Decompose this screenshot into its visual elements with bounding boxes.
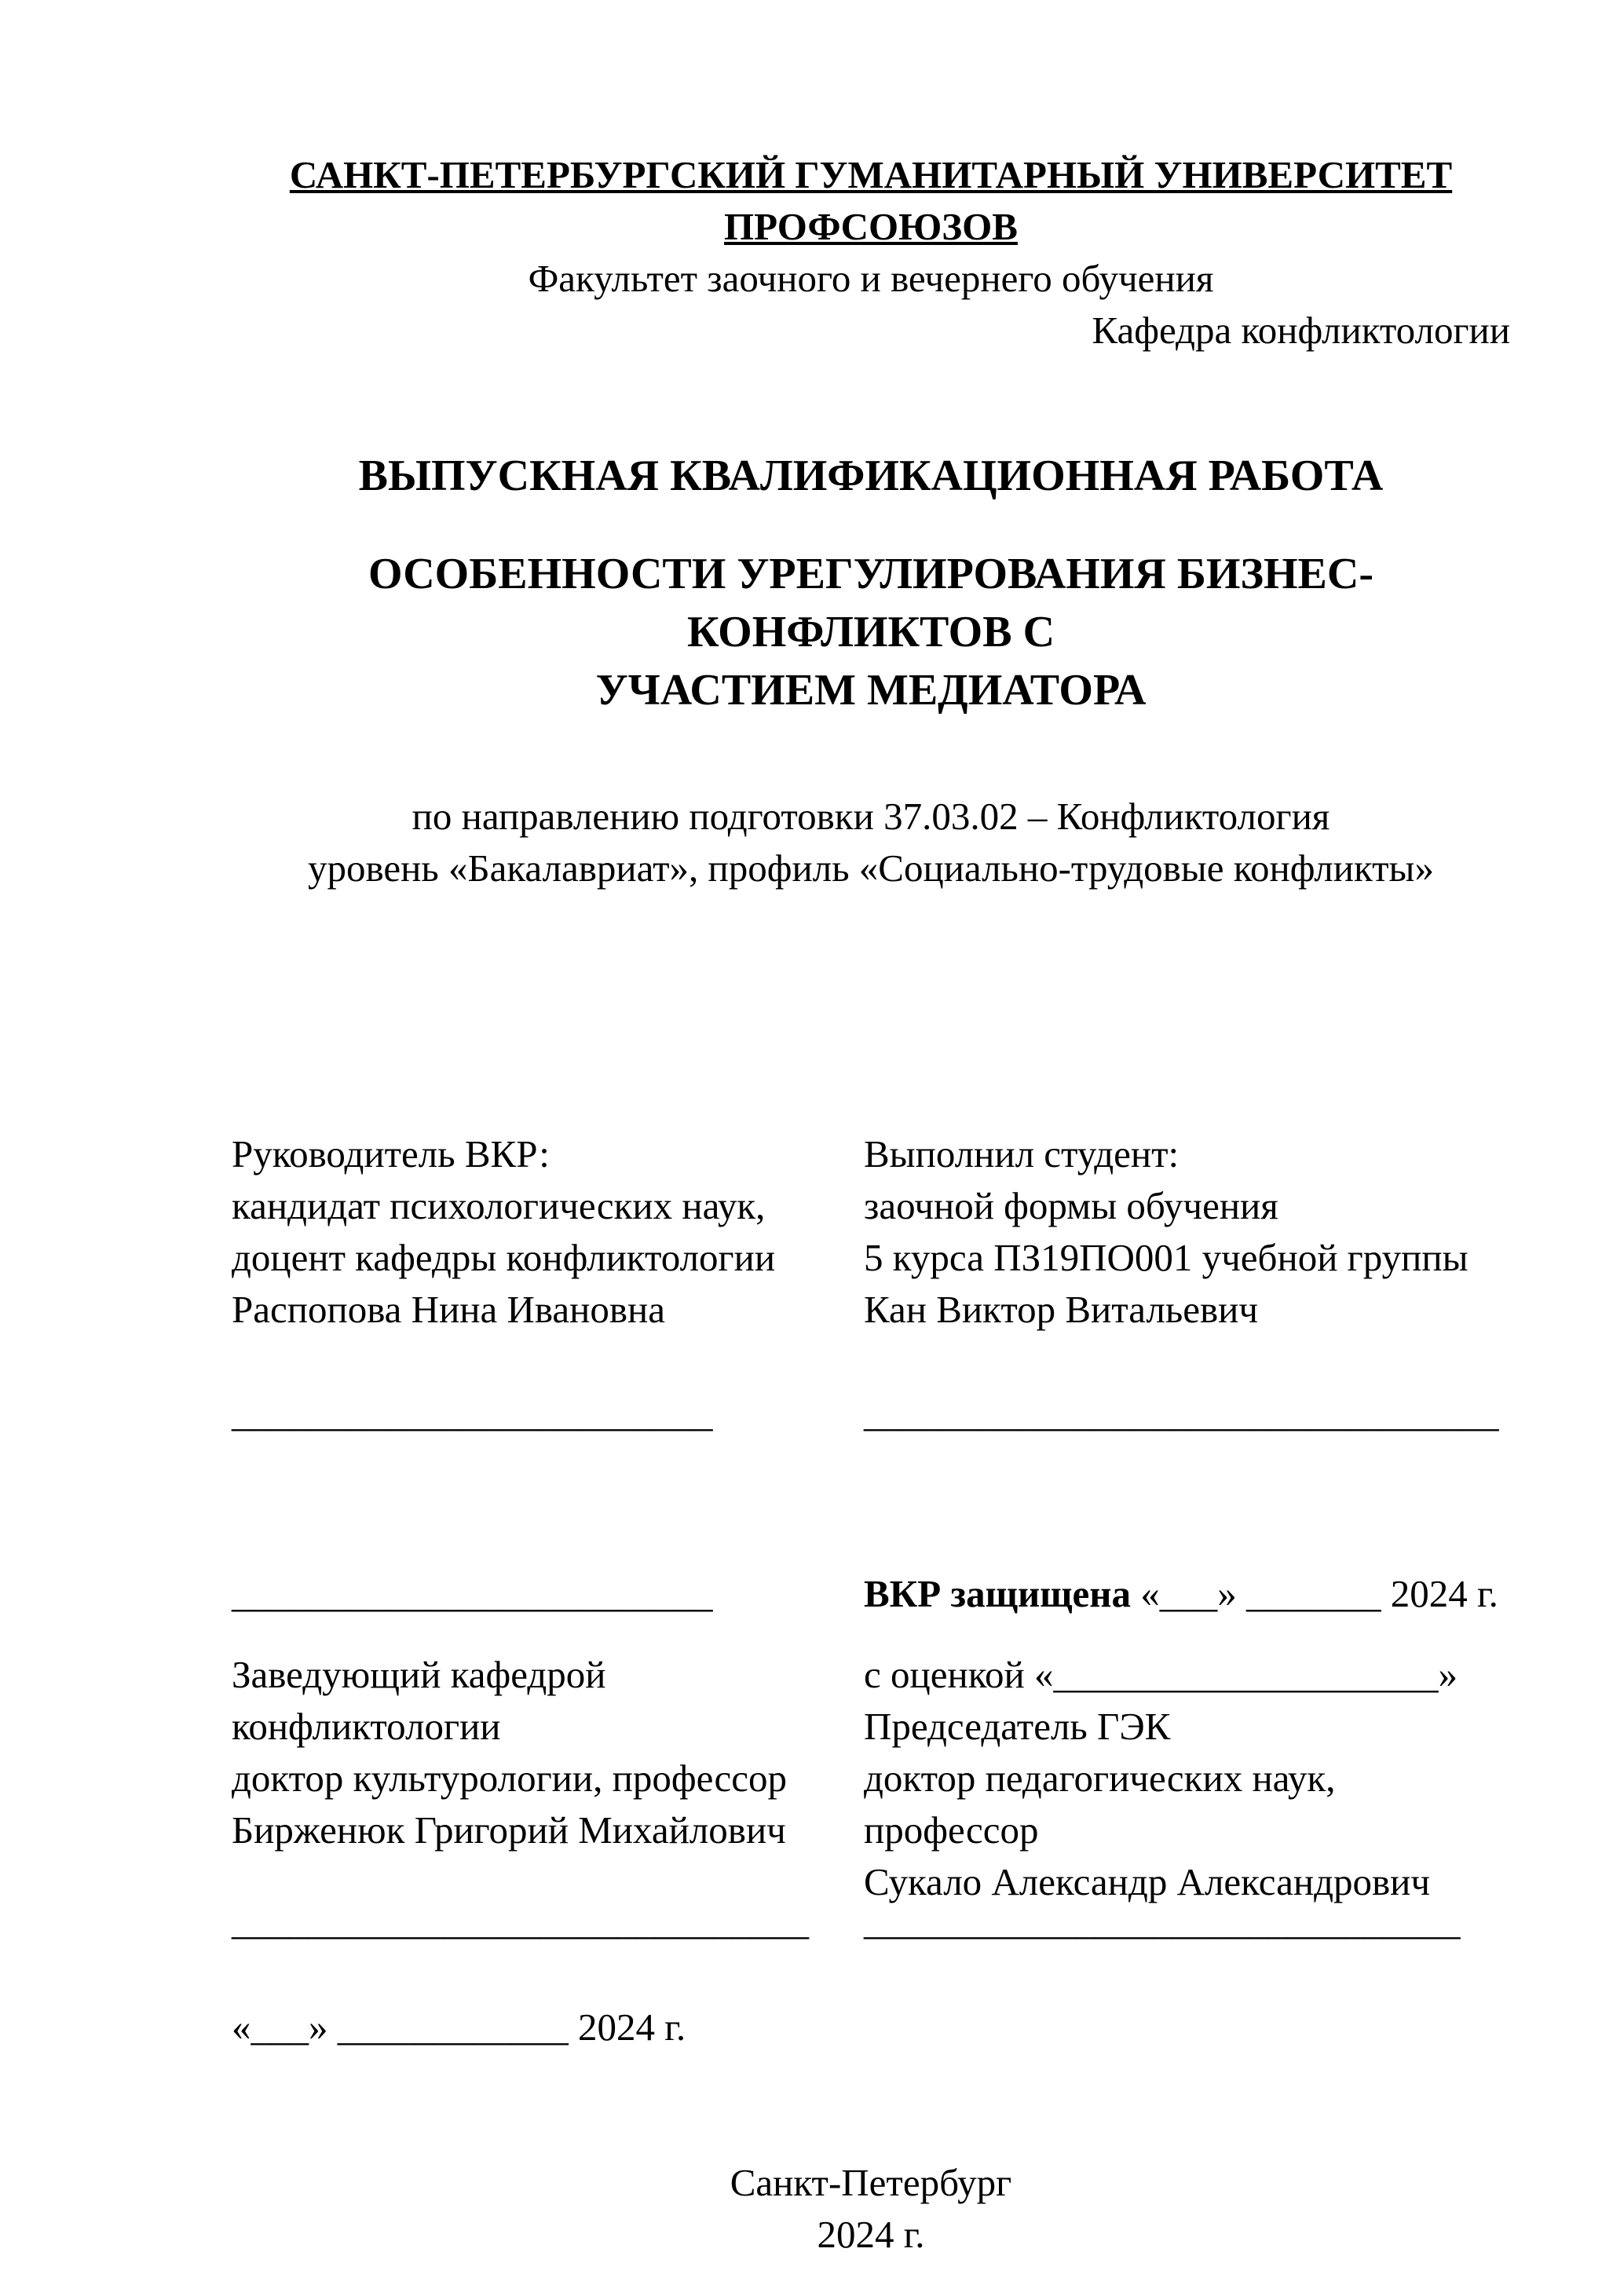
footer [232,2157,1510,2261]
defense-label: ВКР защищена [864,1572,1132,1615]
defense-date-line [864,1568,1498,1620]
defense-grade-line: с оценкой «____________________» [864,1653,1458,1696]
work-type-title: ВЫПУСКНАЯ КВАЛИФИКАЦИОННАЯ РАБОТА [358,452,1384,500]
chair-name: Сукало Александр Александрович [864,1860,1431,1903]
supervisor-signature-line: _________________________ [232,1391,713,1435]
student-name: Кан Виктор Витальевич [864,1288,1258,1331]
page-content [232,149,1510,2261]
footer-year: 2024 г. [817,2213,925,2256]
header-faculty: Факультет заочного и вечернего обучения [528,257,1214,300]
header-university: САНКТ-ПЕТЕРБУРГСКИЙ ГУМАНИТАРНЫЙ УНИВЕРСИТЕТ ПРОФСОЮЗОВ [289,153,1453,248]
student-signature-line: _________________________________ [864,1391,1499,1435]
student-group: 5 курса ПЗ19ПО001 учебной группы [864,1236,1469,1279]
chair-degree-line2: профессор [864,1808,1039,1852]
supervisor-label: Руководитель ВКР: [232,1132,550,1175]
student-form: заочной формы обучения [864,1184,1278,1227]
program-direction-line: по направлению подготовки 37.03.02 – Конфликтология [411,795,1330,838]
signature-area [232,1128,1510,2053]
thesis-title-line2: УЧАСТИЕМ МЕДИАТОРА [595,666,1147,715]
head-position-line2: конфликтологии [232,1705,501,1748]
thesis-title [232,545,1510,719]
head-name: Бирженюк Григорий Михайлович [232,1808,786,1852]
head-date-line: «___» ____________ 2024 г. [232,2005,686,2049]
chair-degree-line1: доктор педагогических наук, [864,1757,1336,1800]
head-signature-line: ______________________________ [232,1899,809,1943]
header-department: Кафедра конфликтологии [1092,309,1510,352]
supervisor-signature-line-2: _________________________ [232,1572,713,1615]
chair-position: Председатель ГЭК [864,1705,1171,1748]
program-level-profile-line: уровень «Бакалавриат», профиль «Социально-трудовые конфликты» [308,846,1434,890]
program-info [232,791,1510,894]
student-label: Выполнил студент: [864,1132,1180,1175]
supervisor-degree: кандидат психологических наук, [232,1184,766,1227]
supervisor-position: доцент кафедры конфликтологии [232,1236,776,1279]
footer-city: Санкт-Петербург [730,2161,1012,2204]
chair-signature-line: _______________________________ [864,1899,1461,1943]
head-position-line1: Заведующий кафедрой [232,1653,606,1696]
supervisor-name: Распопова Нина Ивановна [232,1288,665,1331]
head-degree: доктор культурологии, профессор [232,1757,788,1800]
thesis-title-line1: ОСОБЕННОСТИ УРЕГУЛИРОВАНИЯ БИЗНЕС-КОНФЛИКТОВ С [368,550,1373,656]
defense-date-template: «___» _______ 2024 г. [1131,1572,1498,1615]
